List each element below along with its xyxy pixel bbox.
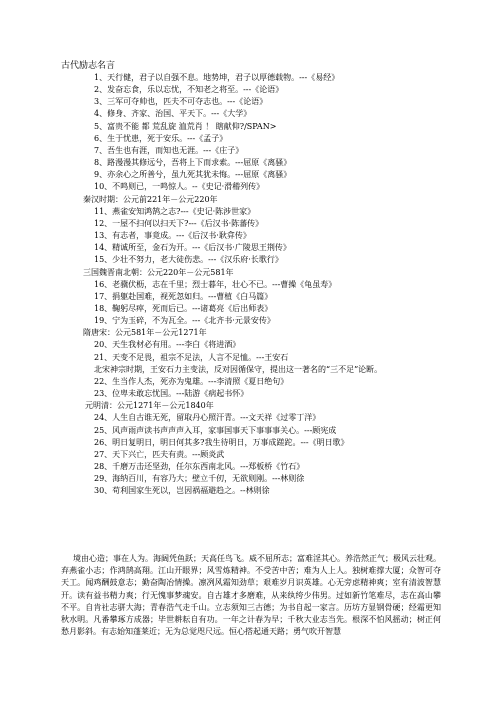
- quote-line: 16、老骥伏枥，志在千里；烈士暮年，壮心不已。---曹操《龟虽寿》: [94, 279, 337, 289]
- quote-line: 13、有志者，事竟成。---《后汉书·耿弇传》: [94, 231, 251, 241]
- era-heading: 秦汉时期：公元前221年－公元220年: [83, 194, 218, 204]
- quote-line: 17、捐躯赴国难，视死忽如归。---曹植《白马篇》: [94, 291, 273, 301]
- quote-line: 7、吾生也有涯，而知也无涯。---《庄子》: [94, 145, 244, 155]
- quote-line: 30、苟利国家生死以，岂因祸福避趋之。--林则徐: [94, 486, 270, 496]
- quote-line: 14、精诚所至，金石为开。---《后汉书·广陵思王荆传》: [94, 243, 291, 253]
- quote-line: 6、生于忧患，死于安乐。---《孟子》: [94, 133, 228, 143]
- quote-line: 24、人生自古谁无死，留取丹心照汗青。---文天祥《过零丁洋》: [94, 413, 321, 423]
- quote-line: 28、千磨万击还坚劲，任尔东西南北风。---郑板桥《竹石》: [94, 462, 305, 471]
- quote-line: 11、燕雀安知鸿鹄之志?---《史记·陈涉世家》: [94, 206, 256, 216]
- quote-line: 3、三军可夺帅也，匹夫不可夺志也。---《论语》: [94, 97, 268, 107]
- quote-line: 8、路漫漫其修远兮，吾将上下而求索。---屈原《离骚》: [94, 158, 292, 168]
- quote-line: 9、亦余心之所善兮，虽九死其犹未悔。---屈原《离骚》: [94, 170, 292, 180]
- era-heading: 元明清：公元1271年－公元1840年: [85, 401, 214, 411]
- era-heading: 隋唐宋：公元581年－公元1271年: [83, 328, 207, 338]
- quote-line: 25、风声雨声读书声声声入耳，家事国事天下事事事关心。---顾宪成: [94, 425, 337, 435]
- document-title: 古代励志名言: [61, 61, 116, 71]
- quote-line: 4、修身、齐家、治国、平天下。---《大学》: [94, 109, 252, 119]
- quote-line: 23、位卑未敢忘忧国。---陆游《病起书怀》: [94, 389, 249, 399]
- couplet-paragraph: [61, 553, 441, 638]
- quote-line: 5、富贵不能 都 荒乱旋 洫荒肖 ！ 瞎献仰?/SPAN>: [94, 121, 277, 131]
- quote-line: 20、天生我材必有用。---李白《将进酒》: [94, 340, 241, 350]
- quote-line: 北宋神宗时期，王安石力主变法，反对因循保守，提出这一著名的“三不足”论断。: [94, 364, 383, 374]
- era-heading: 三国魏晋南北朝：公元220年－公元581年: [83, 267, 234, 277]
- quote-line: 1、天行健，君子以自强不息。地势坤，君子以厚德载物。---《易经》: [94, 73, 340, 82]
- quote-line: 26、明日复明日，明日何其多?我生待明日，万事成蹉跎。---《明日歌》: [94, 437, 349, 447]
- quote-line: 19、宁为玉碎，不为瓦全。---《北齐书·元景安传》: [94, 316, 275, 326]
- quote-line: 15、少壮不努力，老大徒伤悲。---《汉乐府·长歌行》: [94, 255, 283, 265]
- quote-line: 29、海纳百川，有容乃大；壁立千仞，无欲则刚。---林则徐: [94, 474, 305, 484]
- quote-line: 12、一屋不扫何以扫天下?---《后汉书·陈蕃传》: [94, 218, 264, 228]
- quote-line: 10、不鸣则已，一鸣惊人。--《史记·滑稽列传》: [94, 182, 265, 192]
- quote-line: 18、鞠躬尽瘁，死而后已。---诸葛亮《后出师表》: [94, 303, 273, 313]
- quote-list: [61, 72, 441, 497]
- quote-line: 27、天下兴亡，匹夫有责。---顾炎武: [94, 449, 225, 459]
- quote-line: 2、发奋忘食，乐以忘忧，不知老之将至。---《论语》: [94, 85, 284, 95]
- quote-line: 21、天变不足畏，祖宗不足法，人言不足恤。---王安石: [94, 352, 289, 362]
- paragraph-text: 境由心造；事在人为。海阔凭鱼跃；天高任鸟飞。威不屈所志；富难淫其心。养浩然正气；极风云壮观。弃燕雀小志；作鸿鹄高翔。江山开眼界；风雪炼精神。不受苦中苦；难为人上人。独树难撑大厦；众智可夺天工。闻鸡酬鼓意志；勤奋陶冶情操。凛冽风霜知劲草；艰难岁月识英雄。心无旁虑精神爽；室有清波智慧开。读有益书精力爽；行无愧事梦魂安。自古雄才多磨难，从来纨绔少伟男。过如新竹笔难尽，志在高山攀不平。自肯社志骈大海；青春浩气走千山。立志须知三古德；为书自起一家言。历坊方显钢骨硬；经霜更知秋水明。凡番攀琢方成器；毕世耕耘自有功。一年之计春为早；千秋大业志当先。根深不怕风摇动；树正何愁月影斜。有志始知蓬莱近；无为总觉咫尺远。恒心搭起通天路；勇气吹开智慧: [61, 554, 441, 637]
- quote-line: 22、生当作人杰，死亦为鬼雄。---李清照《夏日绝句》: [94, 376, 289, 386]
